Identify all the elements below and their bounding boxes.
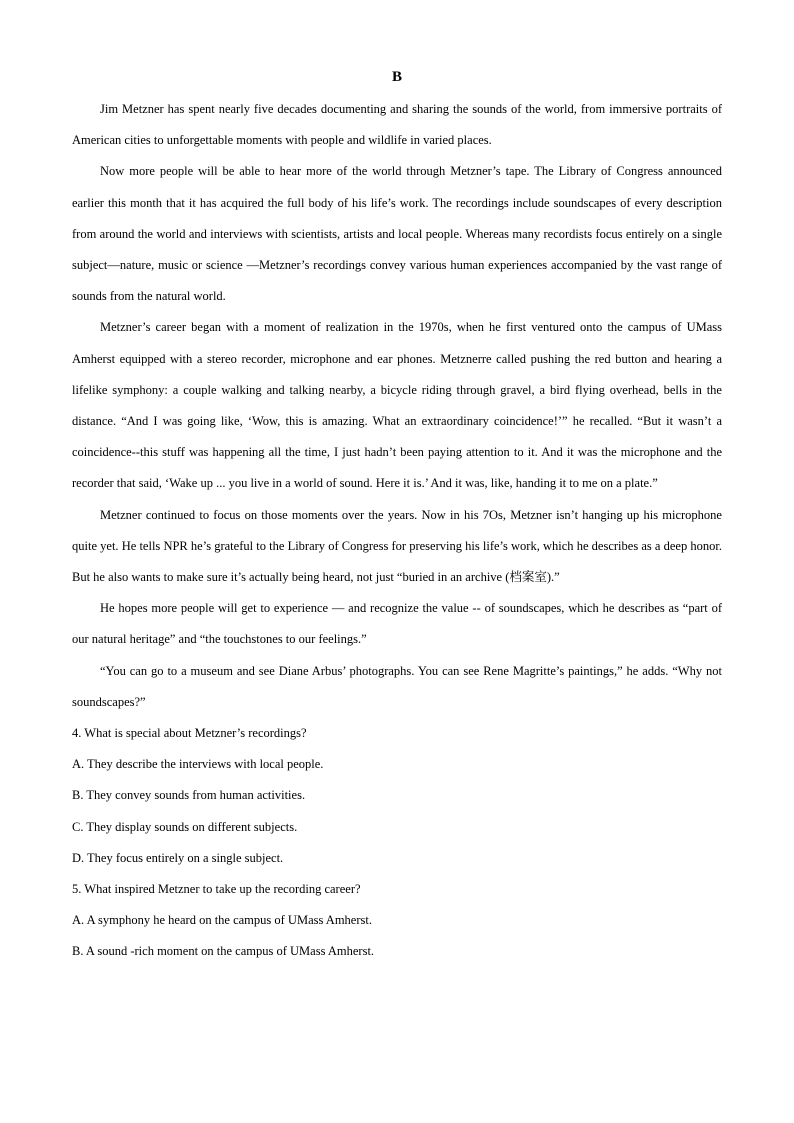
reading-passage — [72, 94, 722, 718]
question-5 — [72, 874, 722, 968]
passage-paragraph-2: Now more people will be able to hear more of the world through Metzner’s tape. The Library of Congress announced earlier this month that it has acquired the full body of his life’s work. The recordings include soundscapes of every description from around the world and interviews with scientists, artists and local people. Whereas many recordists focus entirely on a single subject—nature, music or science —Metzner’s recordings convey various human experiences accompanied by the vast range of sounds from the natural world. — [72, 164, 722, 304]
question-stem: 5. What inspired Metzner to take up the recording career? — [72, 882, 361, 897]
document-page — [72, 66, 722, 968]
answer-option-c: C. They display sounds on different subjects. — [72, 819, 298, 834]
passage-paragraph-6: “You can go to a museum and see Diane Arbus’ photographs. You can see Rene Magritte’s paintings,” he adds. “Why not soundscapes?” — [72, 663, 722, 709]
passage-paragraph-5: He hopes more people will get to experience — and recognize the value -- of soundscapes, which he describes as “part of our natural heritage” and “the touchstones to our feelings.” — [72, 601, 722, 647]
answer-option-a: A. A symphony he heard on the campus of UMass Amherst. — [72, 913, 372, 928]
section-title: B — [391, 69, 402, 85]
question-4 — [72, 718, 722, 874]
passage-paragraph-1: Jim Metzner has spent nearly five decades documenting and sharing the sounds of the world, from immersive portraits of American cities to unforgettable moments with people and wildlife in varied places. — [72, 102, 722, 148]
passage-paragraph-4: Metzner continued to focus on those moments over the years. Now in his 7Os, Metzner isn’t hanging up his microphone quite yet. He tells NPR he’s grateful to the Library of Congress for preserving his life’s work, which he describes as a deep honor. But he also wants to make sure it’s actually being heard, not just “buried in an archive (档案室).” — [72, 507, 722, 585]
question-stem: 4. What is special about Metzner’s recordings? — [72, 726, 307, 741]
answer-option-a: A. They describe the interviews with local people. — [72, 757, 324, 772]
answer-option-b: B. A sound -rich moment on the campus of UMass Amherst. — [72, 944, 375, 959]
passage-paragraph-3: Metzner’s career began with a moment of realization in the 1970s, when he first ventured onto the campus of UMass Amherst equipped with a stereo recorder, microphone and ear phones. Metznerre called pushing the red button and hearing a lifelike symphony: a couple walking and talking nearby, a bicycle riding through gravel, a bird flying overhead, bells in the distance. “And I was going like, ‘Wow, this is amazing. What an extraordinary coincidence!’” he recalled. “But it wasn’t a coincidence--this stuff was happening all the time, I just hadn’t been paying attention to it. And it was the microphone and the recorder that said, ‘Wake up ... you live in a world of sound. Here it is.’ And it was, like, handing it to me on a plate.” — [72, 320, 722, 491]
answer-option-b: B. They convey sounds from human activities. — [72, 788, 306, 803]
answer-option-d: D. They focus entirely on a single subject. — [72, 850, 284, 865]
